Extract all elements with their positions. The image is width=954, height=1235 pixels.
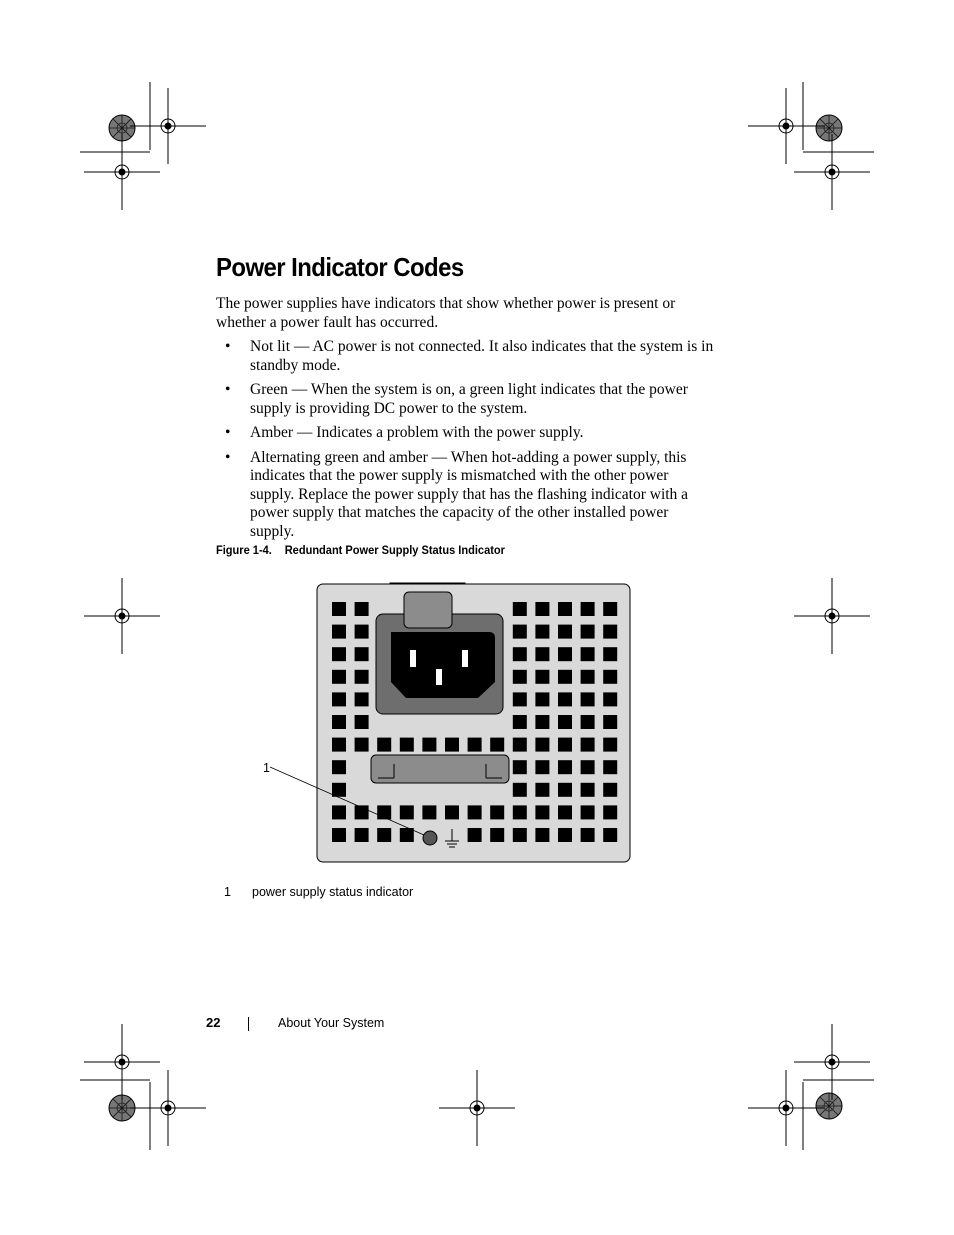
- vent-hole: [558, 602, 572, 616]
- vent-hole: [332, 805, 346, 819]
- vent-hole: [535, 783, 549, 797]
- vent-hole: [558, 625, 572, 639]
- vent-hole: [603, 760, 617, 774]
- vent-hole: [558, 760, 572, 774]
- vent-hole: [535, 760, 549, 774]
- vent-hole: [535, 828, 549, 842]
- vent-hole: [490, 738, 504, 752]
- vent-hole: [581, 760, 595, 774]
- vent-hole: [490, 805, 504, 819]
- vent-hole: [603, 670, 617, 684]
- vent-hole: [603, 602, 617, 616]
- vent-hole: [377, 828, 391, 842]
- vent-hole: [581, 625, 595, 639]
- vent-hole: [422, 738, 436, 752]
- vent-hole: [355, 715, 369, 729]
- status-indicator-led: [423, 831, 437, 845]
- legend-label: power supply status indicator: [252, 885, 414, 899]
- figure-title: Redundant Power Supply Status Indicator: [284, 543, 505, 557]
- vent-hole: [332, 738, 346, 752]
- vent-hole: [355, 828, 369, 842]
- vent-hole: [355, 602, 369, 616]
- vent-hole: [603, 805, 617, 819]
- vent-hole: [513, 715, 527, 729]
- vent-hole: [581, 805, 595, 819]
- callout-number: 1: [263, 761, 270, 775]
- vent-hole: [468, 828, 482, 842]
- vent-hole: [377, 738, 391, 752]
- vent-hole: [535, 625, 549, 639]
- vent-hole: [355, 738, 369, 752]
- vent-hole: [468, 738, 482, 752]
- list-item-text: Amber — Indicates a problem with the power supply.: [250, 424, 584, 441]
- vent-hole: [535, 602, 549, 616]
- vent-hole: [581, 692, 595, 706]
- vent-hole: [513, 738, 527, 752]
- vent-hole: [603, 783, 617, 797]
- vent-hole: [558, 783, 572, 797]
- list-item-text: Green — When the system is on, a green light indicates that the power supply is providing DC power to the system.: [250, 381, 688, 417]
- vent-hole: [535, 738, 549, 752]
- legend-number: 1: [224, 885, 231, 899]
- vent-hole: [513, 602, 527, 616]
- bullet-icon: •: [225, 338, 231, 355]
- figure-legend: [224, 885, 413, 899]
- vent-hole: [513, 828, 527, 842]
- vent-hole: [558, 715, 572, 729]
- vent-hole: [355, 647, 369, 661]
- list-item-text: Alternating green and amber — When hot-adding a power supply, this indicates that the power supply is mismatched with the other power supply. Replace the power supply that has the flashing indicator with a power supply that matches the capacity of the other installed power supply.: [250, 448, 689, 540]
- vent-hole: [513, 692, 527, 706]
- vent-hole: [581, 670, 595, 684]
- vent-hole: [603, 625, 617, 639]
- vent-hole: [535, 670, 549, 684]
- vent-hole: [513, 670, 527, 684]
- vent-hole: [513, 783, 527, 797]
- vent-hole: [332, 625, 346, 639]
- footer-section-title: About Your System: [278, 1016, 385, 1030]
- vent-hole: [603, 715, 617, 729]
- vent-hole: [535, 805, 549, 819]
- vent-hole: [558, 805, 572, 819]
- vent-hole: [513, 647, 527, 661]
- vent-hole: [581, 738, 595, 752]
- vent-hole: [603, 692, 617, 706]
- page-number: 22: [206, 1015, 221, 1030]
- vent-hole: [332, 647, 346, 661]
- vent-hole: [490, 828, 504, 842]
- vent-hole: [513, 760, 527, 774]
- vent-hole: [581, 715, 595, 729]
- vent-hole: [603, 647, 617, 661]
- page-heading: Power Indicator Codes: [216, 252, 464, 282]
- vent-hole: [400, 805, 414, 819]
- vent-hole: [468, 805, 482, 819]
- vent-hole: [535, 692, 549, 706]
- vent-hole: [558, 670, 572, 684]
- vent-hole: [603, 738, 617, 752]
- vent-hole: [581, 783, 595, 797]
- bullet-icon: •: [225, 448, 231, 466]
- figure-number: Figure 1-4.: [216, 543, 272, 557]
- footer-divider: [248, 1017, 249, 1031]
- vent-hole: [581, 647, 595, 661]
- vent-hole: [332, 715, 346, 729]
- vent-hole: [445, 738, 459, 752]
- vent-hole: [332, 760, 346, 774]
- vent-hole: [558, 692, 572, 706]
- vent-hole: [581, 602, 595, 616]
- vent-hole: [332, 828, 346, 842]
- vent-hole: [603, 828, 617, 842]
- vent-hole: [422, 805, 436, 819]
- vent-hole: [581, 828, 595, 842]
- vent-hole: [400, 738, 414, 752]
- vent-hole: [355, 692, 369, 706]
- bullet-icon: •: [225, 424, 231, 441]
- vent-hole: [558, 738, 572, 752]
- vent-hole: [400, 828, 414, 842]
- vent-hole: [355, 625, 369, 639]
- ac-power-socket-icon: [391, 632, 495, 698]
- vent-hole: [445, 805, 459, 819]
- bullet-icon: •: [225, 381, 231, 398]
- vent-hole: [355, 670, 369, 684]
- vent-hole: [535, 647, 549, 661]
- vent-hole: [332, 602, 346, 616]
- vent-hole: [513, 805, 527, 819]
- list-item-text: Not lit — AC power is not connected. It also indicates that the system is in standby mode.: [250, 338, 714, 374]
- vent-hole: [535, 715, 549, 729]
- vent-hole: [558, 828, 572, 842]
- vent-hole: [513, 625, 527, 639]
- vent-hole: [558, 647, 572, 661]
- vent-hole: [332, 670, 346, 684]
- vent-hole: [332, 783, 346, 797]
- vent-hole: [332, 692, 346, 706]
- intro-paragraph: The power supplies have indicators that show whether power is present or whether a power fault has occurred.: [216, 295, 676, 331]
- power-supply-handle: [371, 755, 509, 783]
